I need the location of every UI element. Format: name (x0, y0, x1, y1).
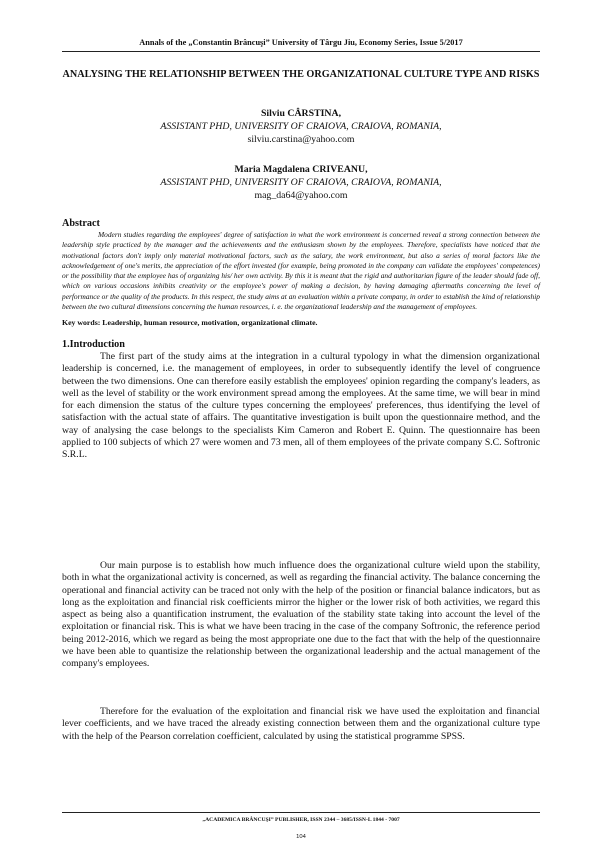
keywords: Key words: Leadership, human resource, motivation, organizational climate. (62, 318, 318, 327)
running-header: Annals of the „Constantin Brâncuşi” University of Târgu Jiu, Economy Series, Issue 5/2017 (139, 38, 463, 47)
publisher-footer: „ACADEMICA BRÂNCUŞI” PUBLISHER, ISSN 2344 – 3685/ISSN-L 1844 - 7007 (202, 817, 400, 823)
author-affiliation: ASSISTANT PHD, UNIVERSITY OF CRAIOVA, CRAIOVA, ROMANIA, (160, 176, 442, 188)
author-name: Silviu CÂRSTINA, (260, 108, 342, 119)
body-paragraph: Our main purpose is to establish how much influence does the organizational culture wield upon the stability, both in what the organizational activity is concerned, as well as regarding the financial activity. The balance concerning the operational and financial activity can be traced not only with the help of the position or financial balance indicators, but as long as the exploitation and financial risk coefficients mirror the higher or the lower risk of both activities, we regard this aspect as being also a quantification instrument, the evaluation of the stability state taking into account the level of the exploitation or financial risk. This is what we have been tracing in the case of the company Softronic, the reference period being 2012-2016, which we regard as being the most appropriate one due to the fact that with the help of the questionnaire we have been able to quantisize the relationship between the organizational leadership and the actual management of the company's employees. (62, 560, 540, 670)
abstract-text: Modern studies regarding the employees' degree of satisfaction in what the work environment is concerned reveal a strong connection between the leadership style practiced by the manager and the achievements and the enthusiasm shown by the employees. Therefore, specialists have noticed that the motivational factors don't imply only material motivational factors, such as the salary, the work environment, but also a series of moral factors like the acknowledgement of one's merits, the appreciation of the effort invested (for example, being promoted in the company can validate the employees' competences) or the possibility that the employee has of organizing his/ her own activity. By this it is meant that the rigid and authoritarian figure of the leader should fade off, which on various occasions inhibits creativity or the employee's power of making a decision, by having damaging aftermaths concerning the level of performance or the quality of the products. In this respect, the study aims at an evaluation within a private company, in order to establish the kind of relationship between the two cultural dimensions concerning the human resources, i. e. the organizational leadership and the management of employees. (62, 230, 540, 312)
body-paragraph: Therefore for the evaluation of the exploitation and financial risk we have used the exploitation and financial lever coefficients, and we have traced the already existing connection between them and the organizational culture type with the help of the Pearson correlation coefficient, calculated by using the statistical programme SPSS. (62, 706, 540, 742)
author-email[interactable]: mag_da64@yahoo.com (254, 189, 348, 201)
author-block-2 (62, 164, 540, 202)
abstract-heading: Abstract (62, 218, 100, 229)
header-rule (62, 51, 540, 52)
introduction-heading: 1.Introduction (62, 339, 125, 350)
author-name: Maria Magdalena CRIVEANU, (234, 164, 368, 175)
author-email[interactable]: silviu.carstina@yahoo.com (247, 133, 355, 145)
body-paragraph: The first part of the study aims at the integration in a cultural typology in what the dimension organizational leadership is concerned, i.e. the management of employees, in order to subsequently identify the level of congruence between the two dimensions. One can therefore easily establish the employees' opinion regarding the company's leaders, as well as the level of stability or the work environment spread among the employees. At the same time, we will bear in mind for each dimension the status of the culture types concerning the employees' preferences, thus identifying the level of satisfaction with the actual state of affairs. The quantitative investigation is built upon the questionnaire method, and the way of analysing the case belongs to the specialists Kim Cameron and Robert E. Quinn. The questionnaire has been applied to 100 subjects of which 27 were women and 73 men, all of them employees of the private company S.C. Softronic S.R.L. (62, 351, 540, 461)
paper-title: ANALYSING THE RELATIONSHIP BETWEEN THE ORGANIZATIONAL CULTURE TYPE AND RISKS (62, 69, 540, 80)
footer-rule (62, 812, 540, 813)
page-number: 104 (296, 834, 306, 840)
author-affiliation: ASSISTANT PHD, UNIVERSITY OF CRAIOVA, CRAIOVA, ROMANIA, (160, 120, 442, 132)
author-block-1 (62, 108, 540, 146)
